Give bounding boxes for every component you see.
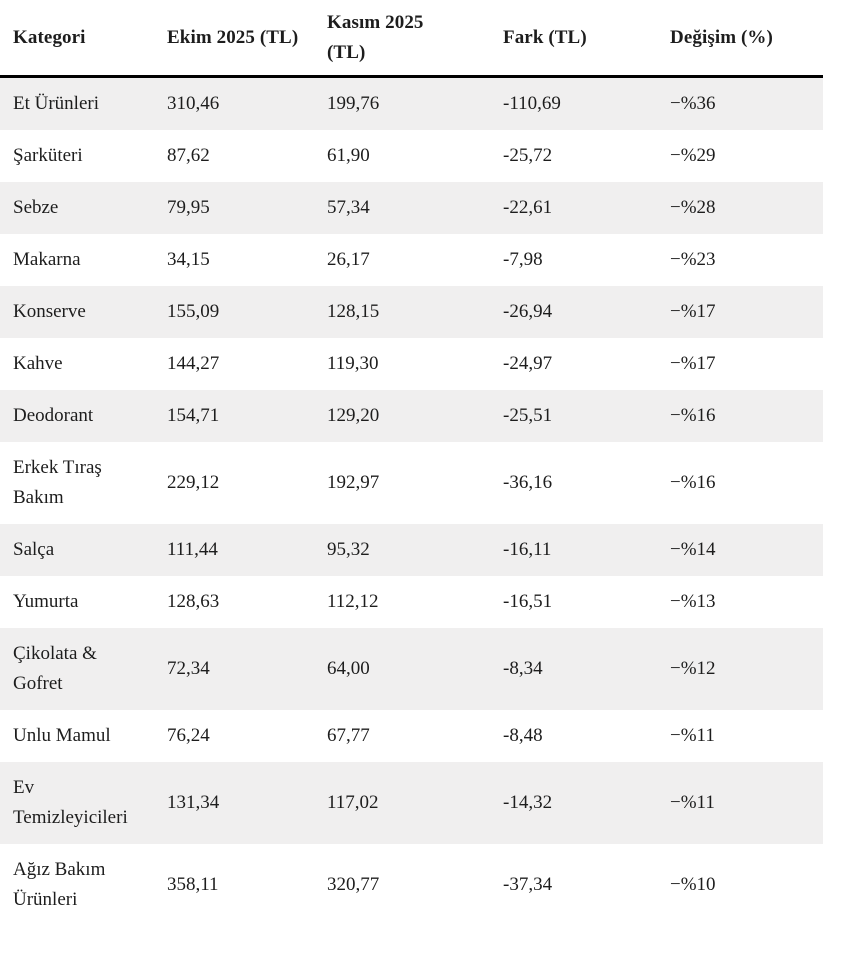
cell-kategori: Erkek Tıraş Bakım — [13, 457, 102, 508]
cell-kategori: Unlu Mamul — [13, 725, 111, 746]
cell-degisim: −%13 — [670, 591, 716, 612]
cell-degisim: −%12 — [670, 658, 716, 679]
table-row — [0, 762, 823, 844]
column-header-label: Kasım 2025 (TL) — [327, 11, 424, 63]
cell-ekim-2025: 34,15 — [167, 249, 210, 270]
column-header-kasim-2025 — [314, 0, 490, 77]
cell-ekim-2025: 128,63 — [167, 591, 220, 612]
cell-fark: -25,72 — [503, 145, 553, 166]
cell-kasim-2025: 199,76 — [327, 93, 380, 114]
table-row — [0, 844, 823, 926]
cell-ekim-2025: 111,44 — [167, 539, 218, 560]
cell-ekim-2025: 76,24 — [167, 725, 210, 746]
cell-fark: -8,34 — [503, 658, 543, 679]
column-header-label: Fark (TL) — [503, 26, 587, 48]
column-header-label: Ekim 2025 (TL) — [167, 26, 299, 48]
cell-ekim-2025: 310,46 — [167, 93, 220, 114]
cell-kasim-2025: 117,02 — [327, 792, 379, 813]
cell-kasim-2025: 112,12 — [327, 591, 379, 612]
cell-degisim: −%36 — [670, 93, 716, 114]
cell-kategori: Sebze — [13, 197, 59, 218]
cell-fark: -36,16 — [503, 472, 553, 493]
table-row — [0, 710, 823, 762]
cell-degisim: −%14 — [670, 539, 716, 560]
cell-kategori: Makarna — [13, 249, 81, 270]
cell-kasim-2025: 192,97 — [327, 472, 380, 493]
cell-kasim-2025: 61,90 — [327, 145, 370, 166]
cell-kategori: Ev Temizleyicileri — [13, 777, 128, 828]
cell-ekim-2025: 72,34 — [167, 658, 210, 679]
cell-kategori: Et Ürünleri — [13, 93, 100, 114]
cell-kategori: Çikolata & Gofret — [13, 643, 97, 694]
cell-fark: -8,48 — [503, 725, 543, 746]
table-body — [0, 77, 823, 927]
table-row — [0, 77, 823, 131]
cell-ekim-2025: 358,11 — [167, 874, 219, 895]
cell-degisim: −%17 — [670, 353, 716, 374]
cell-kategori: Şarküteri — [13, 145, 83, 166]
column-header-label: Kategori — [13, 26, 86, 48]
table-row — [0, 130, 823, 182]
table-row — [0, 442, 823, 524]
column-header-degisim — [657, 0, 823, 77]
column-header-kategori — [0, 0, 154, 77]
cell-degisim: −%16 — [670, 405, 716, 426]
column-header-ekim-2025 — [154, 0, 314, 77]
cell-kasim-2025: 64,00 — [327, 658, 370, 679]
cell-ekim-2025: 79,95 — [167, 197, 210, 218]
cell-degisim: −%16 — [670, 472, 716, 493]
cell-degisim: −%10 — [670, 874, 716, 895]
cell-fark: -14,32 — [503, 792, 553, 813]
cell-fark: -16,51 — [503, 591, 553, 612]
cell-kasim-2025: 95,32 — [327, 539, 370, 560]
cell-kasim-2025: 119,30 — [327, 353, 379, 374]
cell-kategori: Deodorant — [13, 405, 94, 426]
table-row — [0, 390, 823, 442]
cell-ekim-2025: 144,27 — [167, 353, 220, 374]
cell-kasim-2025: 128,15 — [327, 301, 380, 322]
cell-degisim: −%11 — [670, 792, 715, 813]
cell-kategori: Kahve — [13, 353, 63, 374]
cell-fark: -37,34 — [503, 874, 553, 895]
cell-fark: -22,61 — [503, 197, 553, 218]
cell-kategori: Yumurta — [13, 591, 79, 612]
cell-ekim-2025: 155,09 — [167, 301, 220, 322]
cell-fark: -16,11 — [503, 539, 552, 560]
table-row — [0, 286, 823, 338]
column-header-fark — [490, 0, 657, 77]
cell-kasim-2025: 26,17 — [327, 249, 370, 270]
cell-kasim-2025: 57,34 — [327, 197, 370, 218]
header-row — [0, 0, 823, 77]
cell-fark: -110,69 — [503, 93, 561, 114]
table-row — [0, 576, 823, 628]
cell-fark: -26,94 — [503, 301, 553, 322]
table-row — [0, 524, 823, 576]
cell-ekim-2025: 154,71 — [167, 405, 220, 426]
cell-kasim-2025: 320,77 — [327, 874, 380, 895]
table-row — [0, 628, 823, 710]
cell-degisim: −%23 — [670, 249, 716, 270]
cell-ekim-2025: 131,34 — [167, 792, 220, 813]
cell-fark: -7,98 — [503, 249, 543, 270]
cell-fark: -25,51 — [503, 405, 553, 426]
cell-degisim: −%29 — [670, 145, 716, 166]
cell-kasim-2025: 67,77 — [327, 725, 370, 746]
table-row — [0, 182, 823, 234]
cell-kategori: Ağız Bakım Ürünleri — [13, 859, 106, 910]
table-row — [0, 234, 823, 286]
cell-ekim-2025: 229,12 — [167, 472, 220, 493]
cell-fark: -24,97 — [503, 353, 553, 374]
cell-ekim-2025: 87,62 — [167, 145, 210, 166]
column-header-label: Değişim (%) — [670, 26, 773, 48]
cell-kategori: Salça — [13, 539, 55, 560]
cell-kategori: Konserve — [13, 301, 86, 322]
cell-kasim-2025: 129,20 — [327, 405, 380, 426]
cell-degisim: −%28 — [670, 197, 716, 218]
table-row — [0, 338, 823, 390]
cell-degisim: −%17 — [670, 301, 716, 322]
cell-degisim: −%11 — [670, 725, 715, 746]
